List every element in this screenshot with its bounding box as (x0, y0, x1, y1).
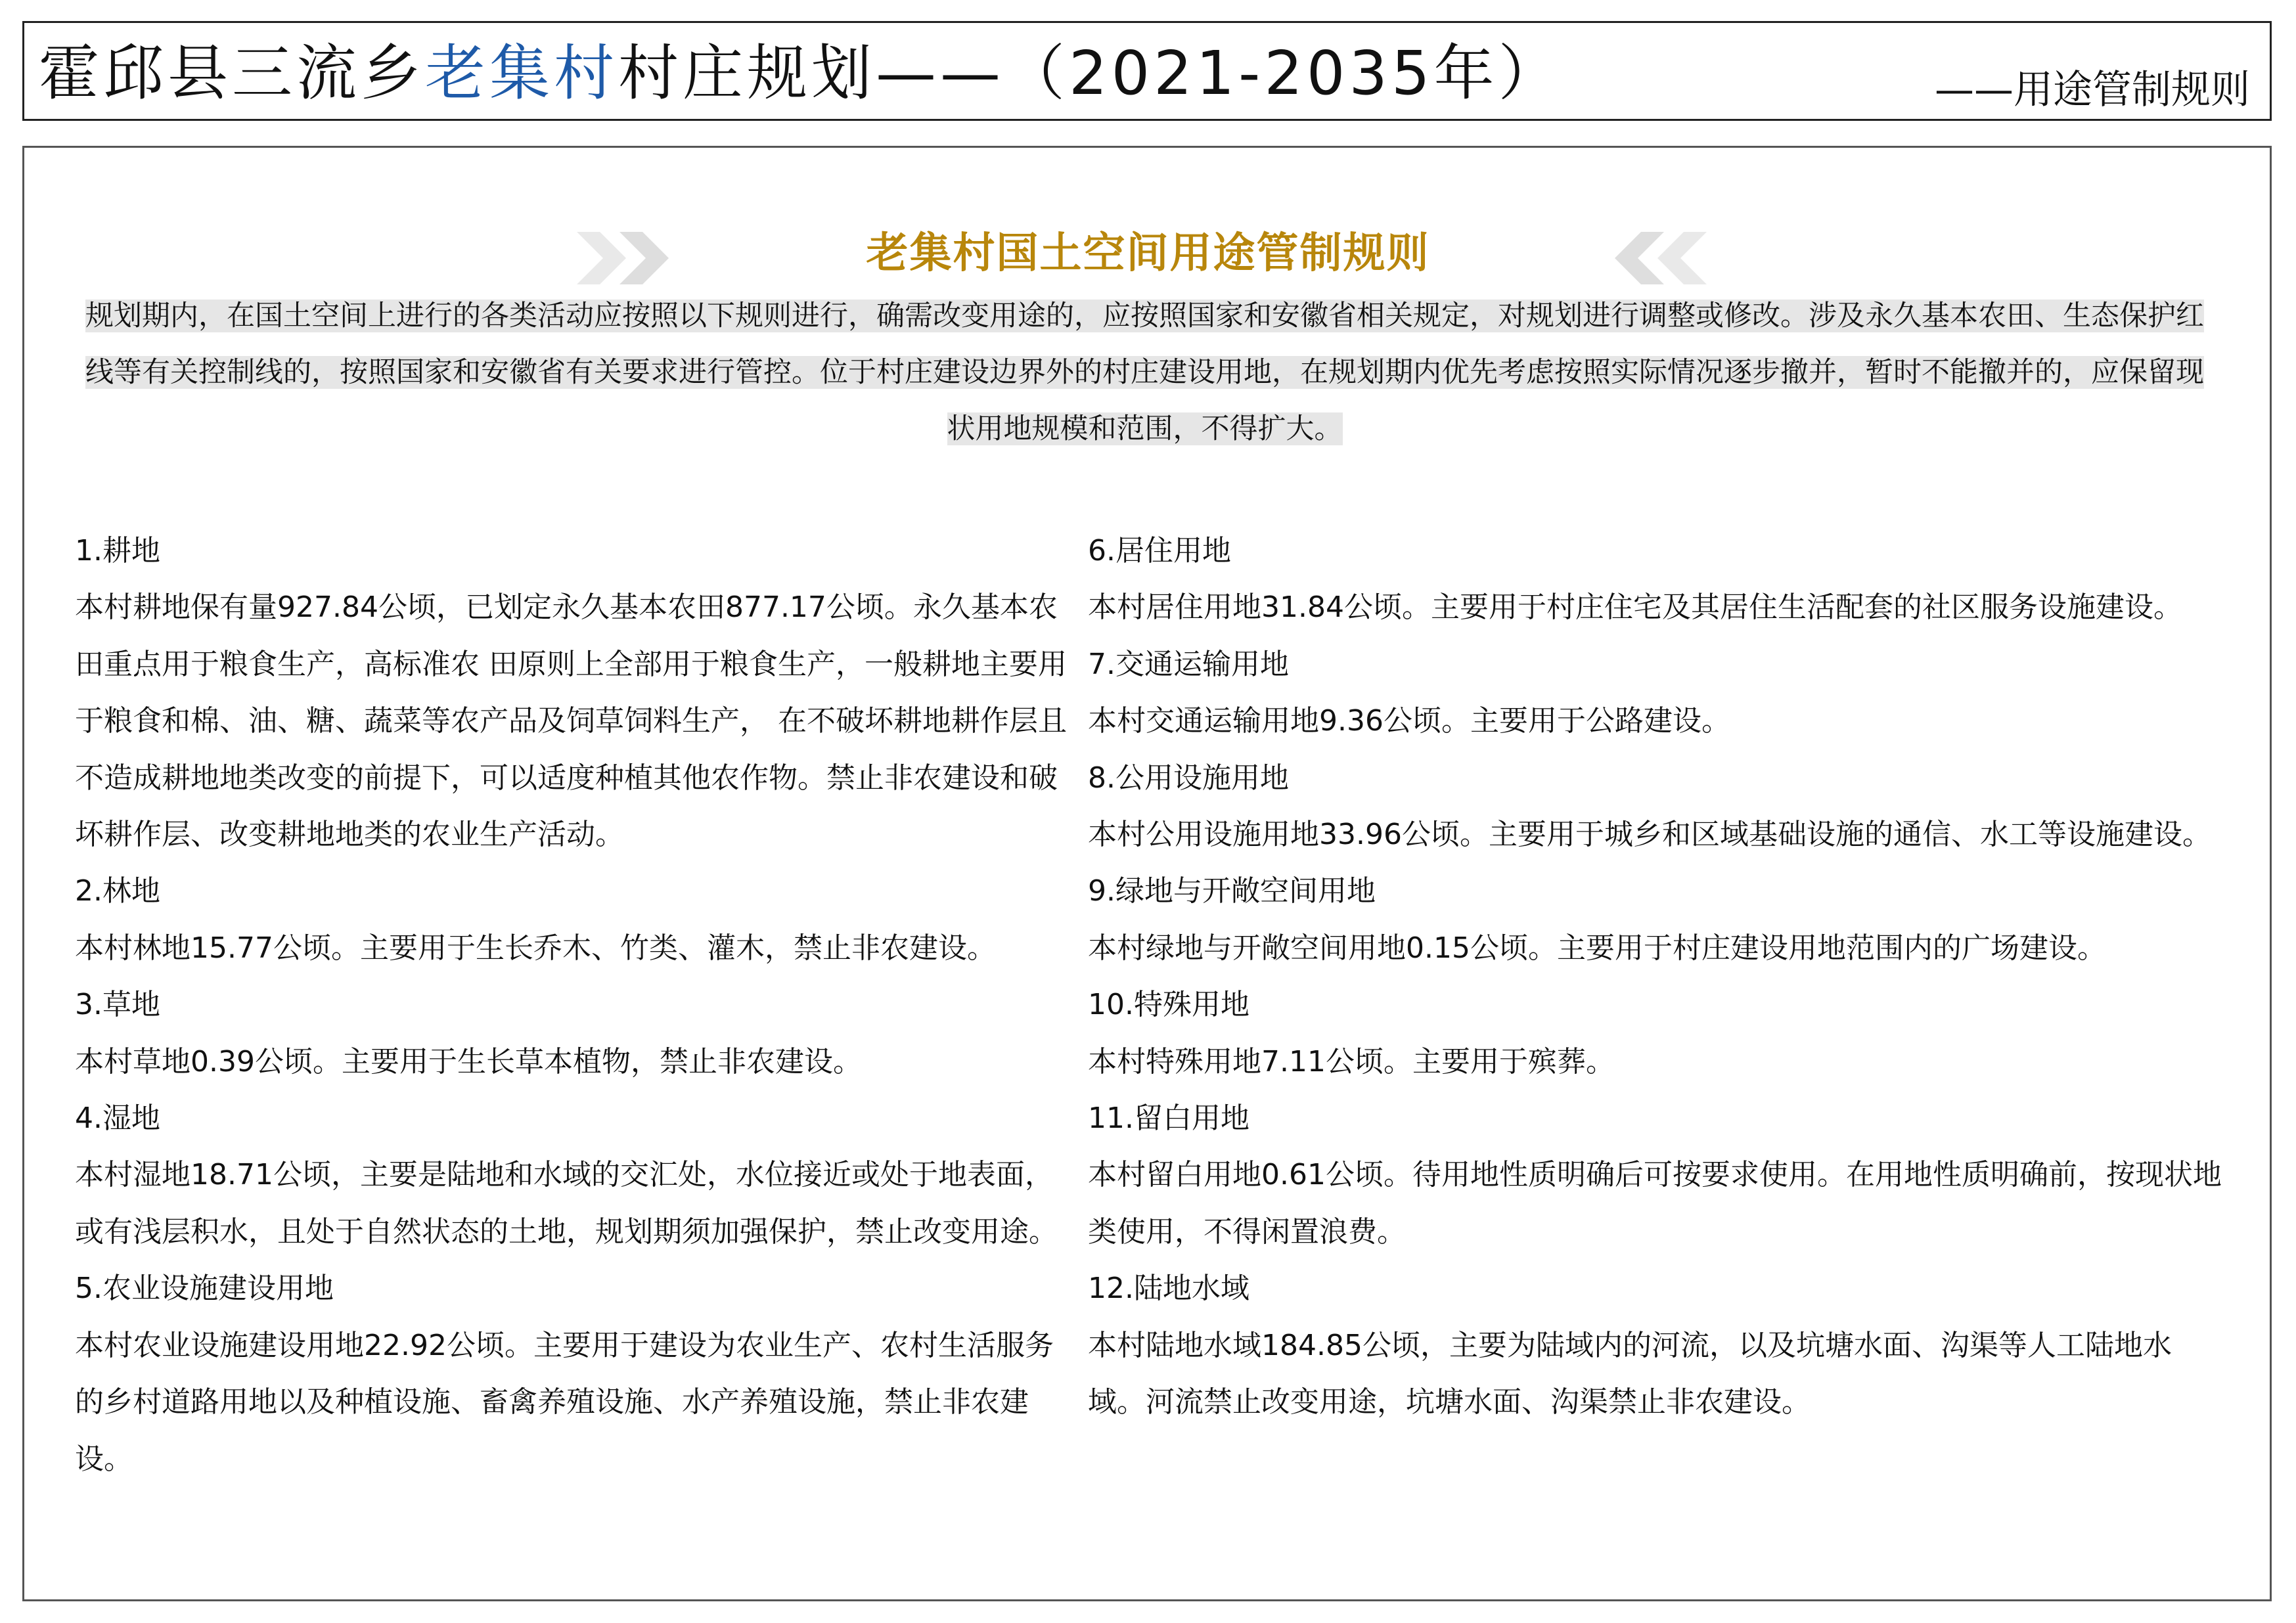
item-title: 3.草地 (75, 988, 160, 1022)
item-title: 10.特殊用地 (1088, 988, 1249, 1022)
item-text: 本村陆地水域184.85公顷，主要为陆域内的河流，以及坑塘水面、沟渠等人工陆地水域。河流禁止改变用途，坑塘水面、沟渠禁止非农建设。 (1088, 1328, 2172, 1419)
title-box (22, 21, 2272, 121)
title-prefix: 霍邱县三流乡 (39, 38, 426, 108)
item-title: 5.农业设施建设用地 (75, 1272, 334, 1306)
title-suffix: 村庄规划——（2021-2035年） (618, 38, 1563, 108)
page-title (39, 37, 1563, 110)
left-column (75, 523, 1067, 1488)
item-text: 本村居住用地31.84公顷。主要用于村庄住宅及其居住生活配套的社区服务设施建设。 (1088, 590, 2182, 625)
item-text: 本村湿地18.71公顷，主要是陆地和水域的交汇处，水位接近或处于地表面，或有浅层积水，且处于自然状态的土地，规划期须加强保护，禁止改变用途。 (75, 1158, 1058, 1249)
item-text: 本村绿地与开敞空间用地0.15公顷。主要用于村庄建设用地范围内的广场建设。 (1088, 931, 2106, 965)
intro-paragraph (79, 288, 2211, 457)
title-village-name: 老集村 (425, 38, 619, 108)
item-text: 本村耕地保有量927.84公顷，已划定永久基本农田877.17公顷。永久基本农田重点用于粮食生产，高标准农 田原则上全部用于粮食生产，一般耕地主要用于粮食和棉、油、糖、蔬菜等农产品及饲草饲料生产， 在不破坏耕地耕作层且不造成耕地地类改变的前提下，可以适度种植其他农作物。禁止非农建设和破 坏耕作层、改变耕地地类的农业生产活动。 (75, 590, 1067, 852)
item-text: 本村林地15.77公顷。主要用于生长乔木、竹类、灌木，禁止非农建设。 (75, 931, 996, 965)
item-title: 6.居住用地 (1088, 534, 1231, 567)
item-title: 7.交通运输用地 (1088, 647, 1289, 681)
right-column (1088, 523, 2224, 1431)
section-heading: 老集村国土空间用途管制规则 (866, 229, 1430, 278)
item-title: 8.公用设施用地 (1088, 761, 1289, 795)
page-subtitle: ——用途管制规则 (1935, 67, 2250, 113)
item-text: 本村草地0.39公顷。主要用于生长草本植物，禁止非农建设。 (75, 1044, 862, 1078)
item-title: 1.耕地 (75, 534, 160, 567)
item-title: 12.陆地水域 (1088, 1272, 1249, 1306)
item-title: 2.林地 (75, 874, 160, 908)
item-title: 11.留白用地 (1088, 1101, 1249, 1136)
item-text: 本村交通运输用地9.36公顷。主要用于公路建设。 (1088, 704, 1730, 738)
item-text: 本村农业设施建设用地22.92公顷。主要用于建设为农业生产、农村生活服务的乡村道路用地以及种植设施、畜禽养殖设施、水产养殖设施，禁止非农建设。 (75, 1328, 1054, 1476)
item-text: 本村留白用地0.61公顷。待用地性质明确后可按要求使用。在用地性质明确前，按现状地类使用，不得闲置浪费。 (1088, 1158, 2222, 1249)
item-title: 9.绿地与开敞空间用地 (1088, 874, 1376, 908)
intro-text: 规划期内，在国土空间上进行的各类活动应按照以下规则进行，确需改变用途的，应按照国家和安徽省相关规定，对规划进行调整或修改。涉及永久基本农田、生态保护红线等有关控制线的，按照国家和安徽省有关要求进行管控。位于村庄建设边界外的村庄建设用地，在规划期内优先考虑按照实际情况逐步撤并，暂时不能撤并的，应保留现状用地规模和范围，不得扩大。 (85, 300, 2204, 445)
item-title: 4.湿地 (75, 1101, 160, 1136)
item-text: 本村公用设施用地33.96公顷。主要用于城乡和区域基础设施的通信、水工等设施建设。 (1088, 818, 2211, 852)
item-text: 本村特殊用地7.11公顷。主要用于殡葬。 (1088, 1044, 1615, 1078)
